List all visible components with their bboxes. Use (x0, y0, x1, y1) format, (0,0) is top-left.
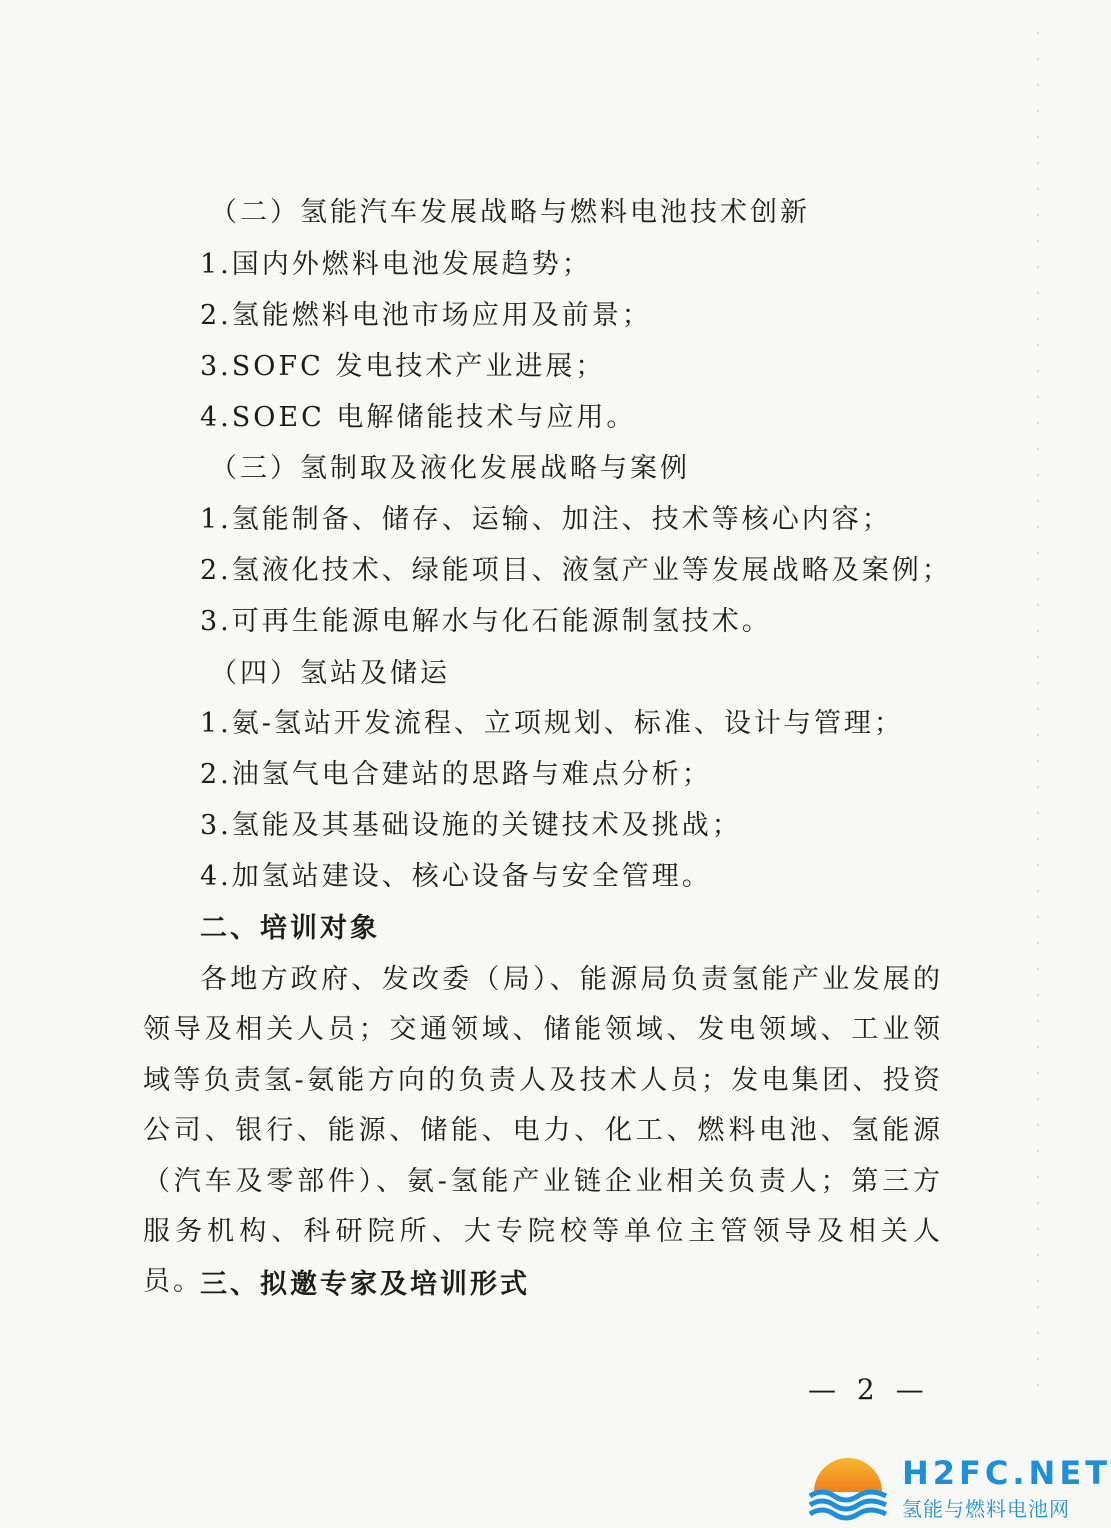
page-number: — 2 — (808, 1373, 930, 1406)
list-item: 3.SOFC 发电技术产业进展； (200, 351, 606, 382)
training-target-paragraph: 各地方政府、发改委（局）、能源局负责氢能产业发展的领导及相关人员；交通领域、储能领域、发电领域、工业领域等负责氢-氨能方向的负责人及技术人员；发电集团、投资公司、银行、能源、储能、电力、化工、燃料电池、氢能源（汽车及零部件）、氨-氢能产业链企业相关负责人；第三方服务机构、科研院所、大专院校等单位主管领导及相关人员。 (143, 964, 943, 1298)
list-item: 1.氨-氢站开发流程、立项规划、标准、设计与管理； (200, 708, 904, 739)
list-item: 1.国内外燃料电池发展趋势； (200, 249, 592, 280)
watermark-logo (806, 1452, 1111, 1524)
list-item: 3.氢能及其基础设施的关键技术及挑战； (200, 810, 742, 841)
section-heading-4: （四）氢站及储运 (210, 658, 450, 689)
list-item: 2.油氢气电合建站的思路与难点分析； (200, 759, 712, 790)
list-item: 2.氢液化技术、绿能项目、液氢产业等发展战略及案例； (200, 555, 952, 586)
list-item: 1.氢能制备、储存、运输、加注、技术等核心内容； (200, 504, 892, 535)
list-item: 3.可再生能源电解水与化石能源制氢技术。 (200, 606, 772, 637)
section-heading-2: （二）氢能汽车发展战略与燃料电池技术创新 (210, 197, 810, 228)
section-heading-3: （三）氢制取及液化发展战略与案例 (210, 453, 690, 484)
list-item: 4.SOEC 电解储能技术与应用。 (200, 402, 637, 433)
list-item: 2.氢能燃料电池市场应用及前景； (200, 300, 652, 331)
margin-scan-dots (1036, 20, 1040, 1400)
wave-sun-logo-icon (806, 1452, 890, 1524)
watermark-subtitle: 氢能与燃料电池网 (902, 1497, 1070, 1521)
training-target-heading: 二、培训对象 (200, 913, 380, 944)
experts-heading: 三、拟邀专家及培训形式 (200, 1269, 530, 1300)
list-item: 4.加氢站建设、核心设备与安全管理。 (200, 861, 712, 892)
watermark-brand: H2FC.NET (902, 1454, 1111, 1492)
